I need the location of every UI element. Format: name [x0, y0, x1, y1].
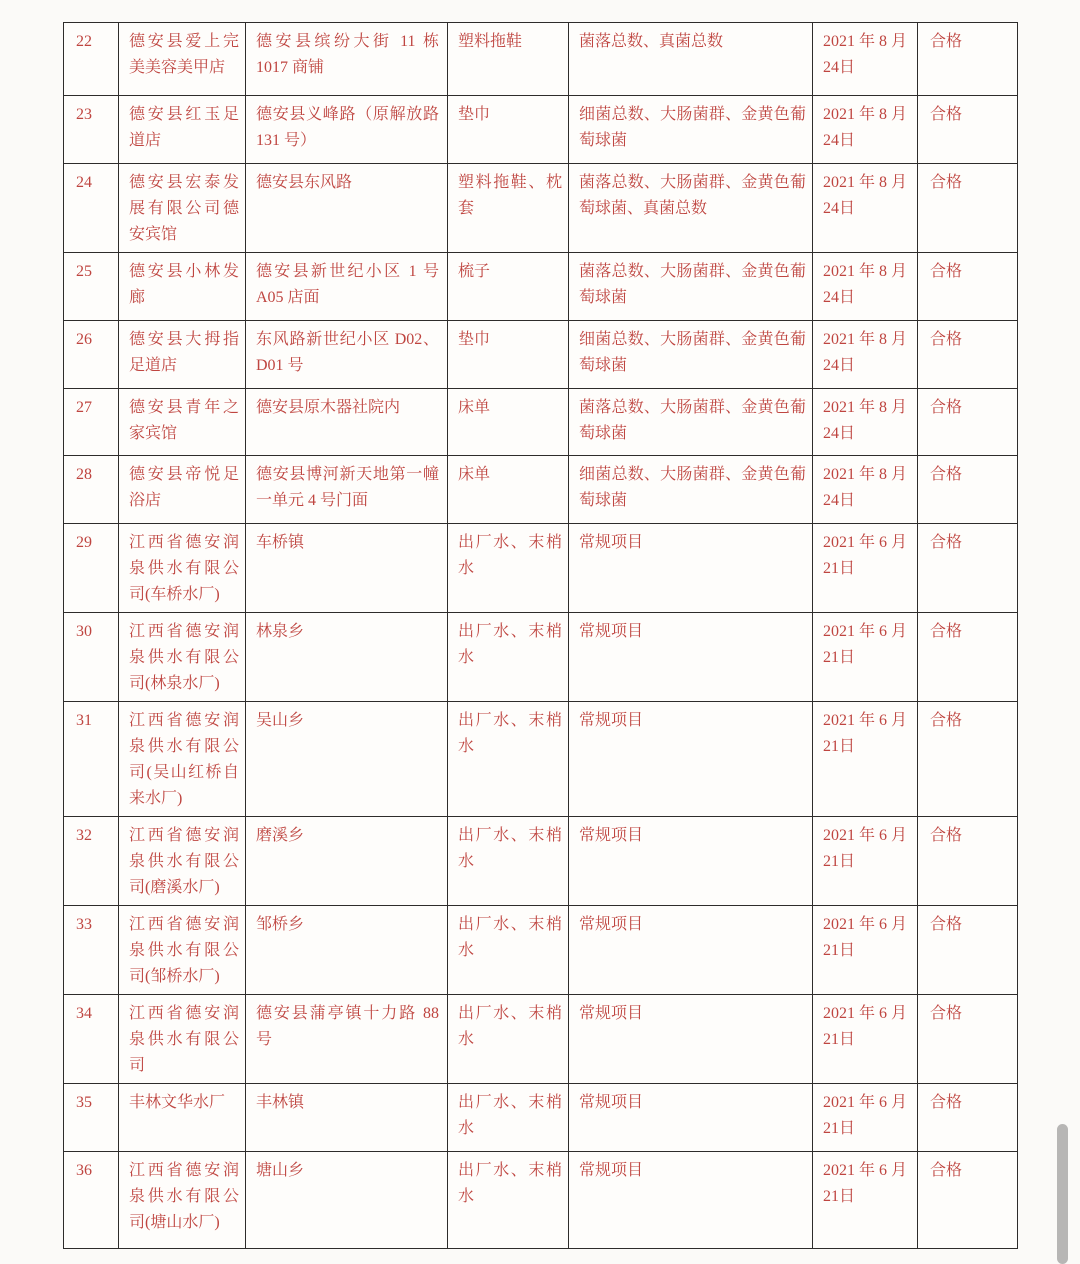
inspection-table — [63, 22, 1018, 1249]
date-cell: 2021年6月21日 — [813, 1152, 918, 1249]
org-name-cell: 德安县红玉足道店 — [119, 96, 246, 164]
result-cell: 合格 — [918, 906, 1018, 995]
org-name-cell: 德安县小林发廊 — [119, 253, 246, 321]
test-items-cell: 细菌总数、大肠菌群、金黄色葡萄球菌 — [569, 96, 813, 164]
org-name-cell: 德安县大拇指足道店 — [119, 321, 246, 389]
row-number-cell: 34 — [64, 995, 119, 1084]
row-number-cell: 28 — [64, 456, 119, 524]
table-row — [64, 321, 1018, 389]
test-items-cell: 常规项目 — [569, 702, 813, 817]
date-cell: 2021年8月24日 — [813, 96, 918, 164]
org-name-cell: 江西省德安润泉供水有限公司(塘山水厂) — [119, 1152, 246, 1249]
address-cell: 德安县新世纪小区 1 号 A05 店面 — [246, 253, 448, 321]
test-items-cell: 常规项目 — [569, 995, 813, 1084]
table-row — [64, 613, 1018, 702]
date-cell: 2021年6月21日 — [813, 817, 918, 906]
table-row — [64, 389, 1018, 456]
result-cell: 合格 — [918, 995, 1018, 1084]
result-cell: 合格 — [918, 164, 1018, 253]
date-cell: 2021年8月24日 — [813, 164, 918, 253]
address-cell: 林泉乡 — [246, 613, 448, 702]
address-cell: 塘山乡 — [246, 1152, 448, 1249]
sample-cell: 出厂水、末梢水 — [448, 906, 569, 995]
address-cell: 德安县东风路 — [246, 164, 448, 253]
result-cell: 合格 — [918, 613, 1018, 702]
row-number-cell: 33 — [64, 906, 119, 995]
result-cell: 合格 — [918, 1084, 1018, 1152]
table-row — [64, 524, 1018, 613]
row-number-cell: 35 — [64, 1084, 119, 1152]
row-number-cell: 27 — [64, 389, 119, 456]
table-row — [64, 253, 1018, 321]
test-items-cell: 常规项目 — [569, 1084, 813, 1152]
date-cell: 2021年8月24日 — [813, 321, 918, 389]
date-cell: 2021年6月21日 — [813, 702, 918, 817]
sample-cell: 塑料拖鞋、枕套 — [448, 164, 569, 253]
result-cell: 合格 — [918, 253, 1018, 321]
sample-cell: 出厂水、末梢水 — [448, 817, 569, 906]
address-cell: 丰林镇 — [246, 1084, 448, 1152]
date-cell: 2021年6月21日 — [813, 1084, 918, 1152]
date-cell: 2021年6月21日 — [813, 613, 918, 702]
row-number-cell: 23 — [64, 96, 119, 164]
test-items-cell: 常规项目 — [569, 524, 813, 613]
org-name-cell: 丰林文华水厂 — [119, 1084, 246, 1152]
result-cell: 合格 — [918, 321, 1018, 389]
org-name-cell: 德安县青年之家宾馆 — [119, 389, 246, 456]
table-row — [64, 702, 1018, 817]
date-cell: 2021年6月21日 — [813, 906, 918, 995]
date-cell: 2021年6月21日 — [813, 524, 918, 613]
org-name-cell: 江西省德安润泉供水有限公司(林泉水厂) — [119, 613, 246, 702]
table-row — [64, 1152, 1018, 1249]
result-cell: 合格 — [918, 702, 1018, 817]
scrollbar-thumb[interactable] — [1057, 1124, 1068, 1264]
date-cell: 2021年8月24日 — [813, 456, 918, 524]
address-cell: 东风路新世纪小区 D02、D01 号 — [246, 321, 448, 389]
address-cell: 德安县义峰路（原解放路 131 号） — [246, 96, 448, 164]
address-cell: 德安县博河新天地第一幢一单元 4 号门面 — [246, 456, 448, 524]
sample-cell: 出厂水、末梢水 — [448, 702, 569, 817]
test-items-cell: 细菌总数、大肠菌群、金黄色葡萄球菌 — [569, 456, 813, 524]
table-row — [64, 1084, 1018, 1152]
row-number-cell: 24 — [64, 164, 119, 253]
address-cell: 车桥镇 — [246, 524, 448, 613]
test-items-cell: 菌落总数、大肠菌群、金黄色葡萄球菌 — [569, 253, 813, 321]
address-cell: 德安县原木器社院内 — [246, 389, 448, 456]
sample-cell: 出厂水、末梢水 — [448, 524, 569, 613]
result-cell: 合格 — [918, 817, 1018, 906]
address-cell: 邹桥乡 — [246, 906, 448, 995]
row-number-cell: 31 — [64, 702, 119, 817]
address-cell: 德安县蒲亭镇十力路 88 号 — [246, 995, 448, 1084]
result-cell: 合格 — [918, 524, 1018, 613]
org-name-cell: 德安县爱上完美美容美甲店 — [119, 23, 246, 96]
test-items-cell: 常规项目 — [569, 817, 813, 906]
sample-cell: 床单 — [448, 389, 569, 456]
result-cell: 合格 — [918, 1152, 1018, 1249]
org-name-cell: 江西省德安润泉供水有限公司(邹桥水厂) — [119, 906, 246, 995]
sample-cell: 床单 — [448, 456, 569, 524]
address-cell: 吴山乡 — [246, 702, 448, 817]
test-items-cell: 菌落总数、大肠菌群、金黄色葡萄球菌、真菌总数 — [569, 164, 813, 253]
result-cell: 合格 — [918, 389, 1018, 456]
date-cell: 2021年8月24日 — [813, 23, 918, 96]
org-name-cell: 江西省德安润泉供水有限公司(吴山红桥自来水厂) — [119, 702, 246, 817]
test-items-cell: 常规项目 — [569, 613, 813, 702]
row-number-cell: 32 — [64, 817, 119, 906]
sample-cell: 出厂水、末梢水 — [448, 613, 569, 702]
table-row — [64, 995, 1018, 1084]
date-cell: 2021年8月24日 — [813, 389, 918, 456]
sample-cell: 垫巾 — [448, 321, 569, 389]
row-number-cell: 29 — [64, 524, 119, 613]
table-row — [64, 817, 1018, 906]
sample-cell: 出厂水、末梢水 — [448, 1084, 569, 1152]
org-name-cell: 江西省德安润泉供水有限公司(车桥水厂) — [119, 524, 246, 613]
row-number-cell: 36 — [64, 1152, 119, 1249]
test-items-cell: 细菌总数、大肠菌群、金黄色葡萄球菌 — [569, 321, 813, 389]
org-name-cell: 江西省德安润泉供水有限公司(磨溪水厂) — [119, 817, 246, 906]
org-name-cell: 德安县帝悦足浴店 — [119, 456, 246, 524]
test-items-cell: 常规项目 — [569, 1152, 813, 1249]
address-cell: 德安县缤纷大街 11 栋 1017 商铺 — [246, 23, 448, 96]
table-row — [64, 164, 1018, 253]
table-row — [64, 906, 1018, 995]
sample-cell: 出厂水、末梢水 — [448, 1152, 569, 1249]
sample-cell: 出厂水、末梢水 — [448, 995, 569, 1084]
table-row — [64, 96, 1018, 164]
row-number-cell: 30 — [64, 613, 119, 702]
sample-cell: 垫巾 — [448, 96, 569, 164]
result-cell: 合格 — [918, 96, 1018, 164]
date-cell: 2021年8月24日 — [813, 253, 918, 321]
test-items-cell: 常规项目 — [569, 906, 813, 995]
result-cell: 合格 — [918, 456, 1018, 524]
test-items-cell: 菌落总数、真菌总数 — [569, 23, 813, 96]
table-row — [64, 23, 1018, 96]
table-row — [64, 456, 1018, 524]
result-cell: 合格 — [918, 23, 1018, 96]
row-number-cell: 22 — [64, 23, 119, 96]
sample-cell: 塑料拖鞋 — [448, 23, 569, 96]
row-number-cell: 26 — [64, 321, 119, 389]
inspection-table-body — [64, 23, 1018, 1249]
address-cell: 磨溪乡 — [246, 817, 448, 906]
sample-cell: 梳子 — [448, 253, 569, 321]
org-name-cell: 德安县宏泰发展有限公司德安宾馆 — [119, 164, 246, 253]
row-number-cell: 25 — [64, 253, 119, 321]
date-cell: 2021年6月21日 — [813, 995, 918, 1084]
org-name-cell: 江西省德安润泉供水有限公司 — [119, 995, 246, 1084]
test-items-cell: 菌落总数、大肠菌群、金黄色葡萄球菌 — [569, 389, 813, 456]
